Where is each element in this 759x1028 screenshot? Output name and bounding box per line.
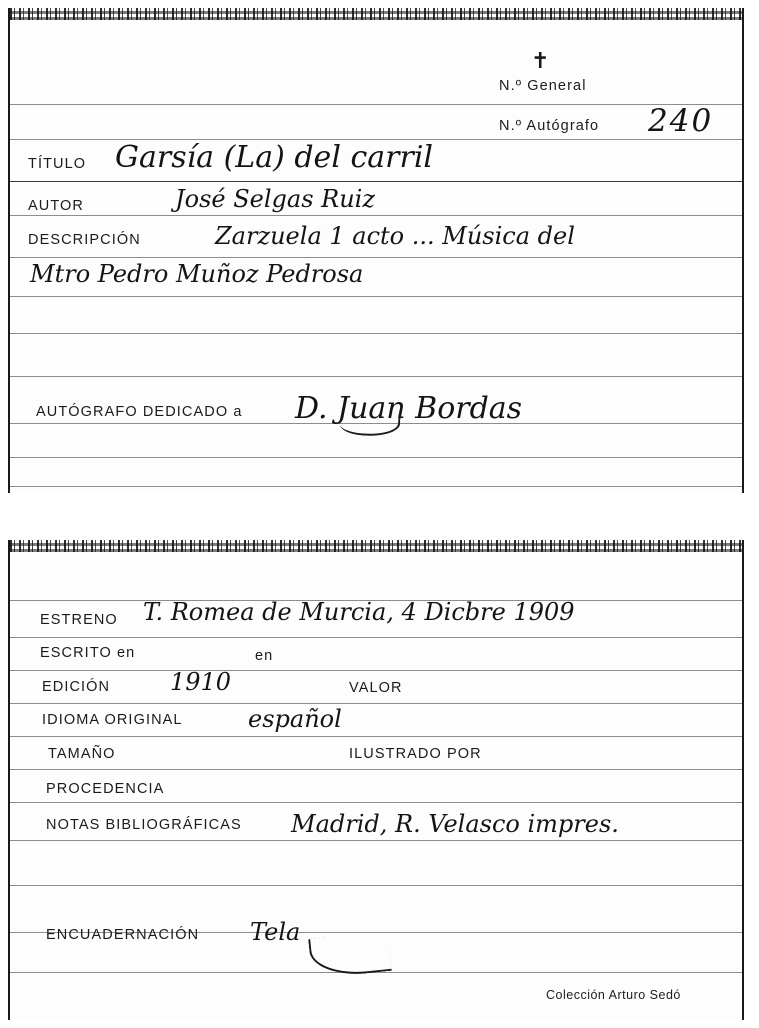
rule-line [10,703,742,704]
rule-line [10,736,742,737]
rule-line [10,181,742,182]
rule-line [10,840,742,841]
value-estreno: T. Romea de Murcia, 4 Dicbre 1909 [143,598,575,626]
label-escrito-en-secondary: en [255,648,274,664]
label-encuadernacion: ENCUADERNACIÓN [46,927,200,943]
value-edicion: 1910 [170,668,232,696]
value-autografo-dedicado: D. Juan Bordas [295,391,523,426]
label-n-autografo: N.º Autógrafo [499,118,600,134]
card-bottom-speckled-edge [10,540,742,552]
rule-line [10,333,742,334]
value-autor: José Selgas Ruiz [175,185,376,213]
label-descripcion: DESCRIPCIÓN [28,232,141,248]
signature-flourish [339,410,401,438]
value-n-autografo: 240 [648,103,714,139]
value-titulo: Garsía (La) del carril [115,140,434,175]
label-procedencia: PROCEDENCIA [46,781,165,797]
value-descripcion-line2: Mtro Pedro Muñoz Pedrosa [30,260,364,288]
label-idioma-original: IDIOMA ORIGINAL [42,712,183,728]
rule-line [10,670,742,671]
rule-line [10,296,742,297]
label-notas-bibliograficas: NOTAS BIBLIOGRÁFICAS [46,817,242,833]
collection-credit: Colección Arturo Sedó [546,988,681,1002]
label-edicion: EDICIÓN [42,679,111,695]
rule-line [10,104,742,105]
label-ilustrado-por: ILUSTRADO POR [349,746,482,762]
label-escrito-en: ESCRITO en [40,645,136,661]
rule-line [10,802,742,803]
rule-line [10,457,742,458]
label-n-general: N.º General [499,78,587,94]
rule-line [10,885,742,886]
value-encuadernacion: Tela [250,918,301,946]
label-estreno: ESTRENO [40,612,118,628]
label-autor: AUTOR [28,198,84,214]
rule-line [10,215,742,216]
value-descripcion-line1: Zarzuela 1 acto ... Música del [215,222,575,250]
label-valor: VALOR [349,680,403,696]
label-titulo: TÍTULO [28,156,87,172]
rule-line [10,769,742,770]
rule-line [10,257,742,258]
label-autografo-dedicado: AUTÓGRAFO DEDICADO a [36,404,243,420]
catalog-card-top [8,8,744,493]
value-idioma-original: español [248,705,342,733]
label-tamano: TAMAÑO [48,746,116,762]
rule-line [10,486,742,487]
catalog-card-bottom [8,540,744,1020]
rule-line [10,376,742,377]
card-top-speckled-edge [10,8,742,20]
value-notas-bibliograficas: Madrid, R. Velasco impres. [291,810,619,838]
rule-line [10,637,742,638]
cross-icon: ✝ [531,48,550,73]
